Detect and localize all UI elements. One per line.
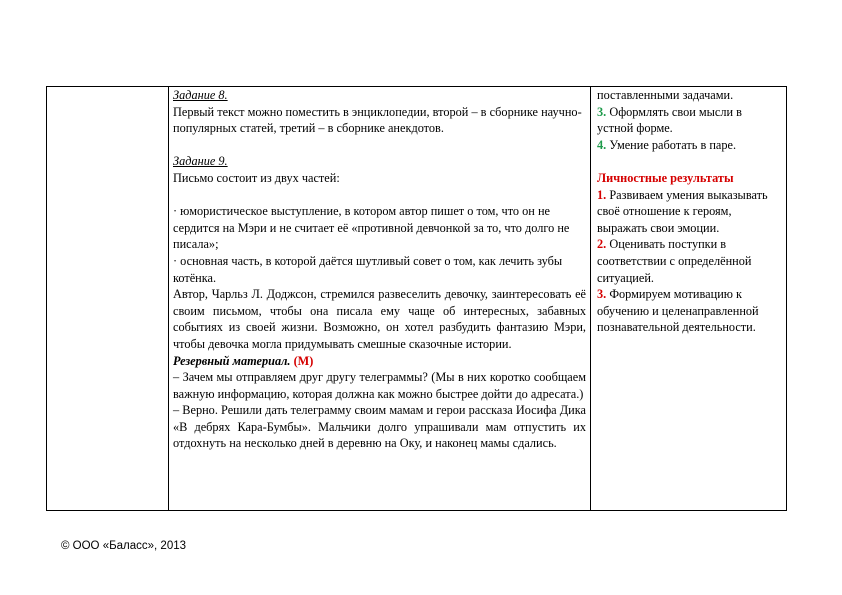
- results-column-cell: [591, 87, 787, 511]
- results-item: [597, 104, 780, 137]
- analysis-paragraph: Автор, Чарльз Л. Доджсон, стремился развеселить девочку, заинтересовать её своим письмом, чтобы она писала ему чаще об интересных, забавных событиях из своей жизни. Возможно, он хотел разбудить фантазию Мэри, чтобы девочка могла придумывать смешные сказочные истории.: [173, 287, 586, 351]
- bullet-item: · основная часть, в которой даётся шутливый совет о том, как лечить зубы котёнка.: [173, 253, 563, 285]
- reserve-label: Резервный материал.: [173, 353, 291, 368]
- left-column-cell: [47, 87, 169, 511]
- task-8-title: Задание 8.: [173, 88, 228, 102]
- task-9-title: Задание 9.: [173, 154, 228, 169]
- personal-results-heading: Личностные результаты: [597, 170, 734, 185]
- item-number: 4.: [597, 137, 607, 152]
- dialog-line: – Верно. Решили дать телеграмму своим мамам и герои рассказа Иосифа Дика «В дебрях Кара-Бумбы». Мальчики долго упрашивали мам отпустить их отдохнуть на несколько дней в деревню на Оку, и наконец мамы сдались.: [173, 403, 586, 451]
- content-column-cell: [169, 87, 591, 511]
- task-9-intro: Письмо состоит из двух частей:: [173, 170, 340, 185]
- item-text: Умение работать в паре.: [609, 137, 737, 152]
- reserve-tag: (М): [293, 353, 314, 368]
- item-text: Формируем мотивацию к обучению и целенаправленной познавательной деятельности.: [597, 287, 759, 335]
- item-text: Оценивать поступки в соответствии с определённой ситуацией.: [597, 237, 752, 285]
- spacer: [173, 137, 586, 154]
- results-item: [597, 236, 780, 286]
- item-number: 2.: [597, 237, 607, 252]
- results-item: [597, 137, 780, 154]
- item-number: 3.: [597, 287, 607, 302]
- copyright-footer: © ООО «Баласс», 2013: [61, 540, 187, 552]
- results-item: [597, 187, 780, 237]
- task-8-text: Первый текст можно поместить в энциклопедии, второй – в сборнике научно-популярных статей, третий – в сборнике анекдотов.: [173, 104, 582, 136]
- table-row: [47, 87, 787, 511]
- results-continuation: поставленными задачами.: [597, 88, 734, 102]
- lesson-table: [46, 86, 787, 511]
- item-text: Развиваем умения выказывать своё отношение к героям, выражать свои эмоции.: [597, 187, 768, 235]
- bullet-item: · юмористическое выступление, в котором автор пишет о том, что он не сердится на Мэри и не считает её «противной девчонкой за то, что долго не писала»;: [173, 204, 570, 252]
- dialog-line: – Зачем мы отправляем друг другу телеграммы? (Мы в них коротко сообщаем важную информацию, которая должна как можно быстрее дойти до адресата.): [173, 370, 586, 401]
- item-text: Оформлять свои мысли в устной форме.: [597, 104, 742, 136]
- results-item: [597, 286, 780, 336]
- spacer: [597, 153, 780, 170]
- reserve-heading: [173, 353, 586, 370]
- item-number: 3.: [597, 104, 607, 119]
- spacer: [173, 187, 586, 204]
- item-number: 1.: [597, 187, 607, 202]
